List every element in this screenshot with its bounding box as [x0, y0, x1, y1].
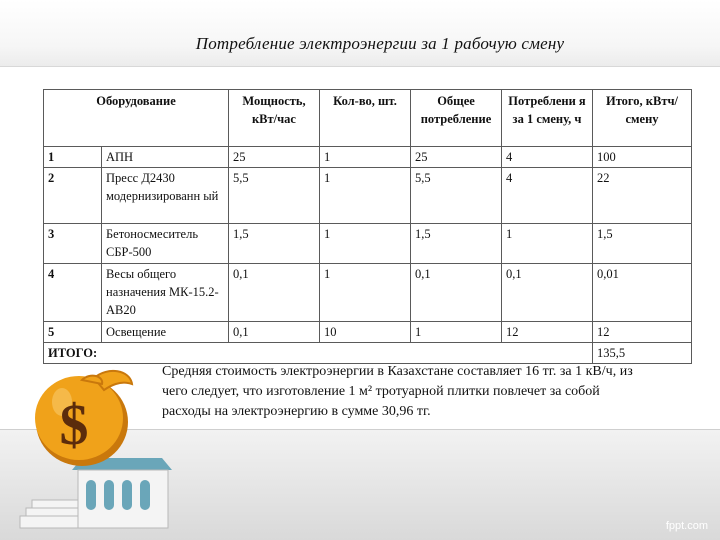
- equipment-name: Весы общего назначения МК-15.2-АВ20: [102, 264, 229, 322]
- quantity-value: 1: [320, 224, 411, 264]
- table-row: [44, 224, 692, 264]
- result-value: 22: [593, 168, 692, 224]
- brand-watermark: fppt.com: [665, 520, 708, 532]
- hours-value: 1: [502, 224, 593, 264]
- table-total-row: [44, 343, 692, 364]
- total-label: ИТОГО:: [44, 343, 593, 364]
- result-value: 12: [593, 322, 692, 343]
- money-bag-icon: [35, 371, 132, 466]
- table-header-row: [44, 90, 692, 147]
- quantity-value: 1: [320, 147, 411, 168]
- total-consumption-value: 1: [411, 322, 502, 343]
- header-power: Мощность, кВт/час: [229, 90, 320, 147]
- dollar-symbol: $: [59, 392, 89, 457]
- hours-value: 0,1: [502, 264, 593, 322]
- money-bag-bank-icon: [12, 362, 172, 537]
- total-consumption-value: 5,5: [411, 168, 502, 224]
- hours-value: 4: [502, 168, 593, 224]
- total-value: 135,5: [593, 343, 692, 364]
- hours-value: 4: [502, 147, 593, 168]
- table-row: [44, 322, 692, 343]
- header-total-consumption: Общее потребление: [411, 90, 502, 147]
- equipment-name: Бетоносмеситель СБР-500: [102, 224, 229, 264]
- quantity-value: 10: [320, 322, 411, 343]
- row-number: 3: [44, 224, 102, 264]
- cost-note: Средняя стоимость электроэнергии в Казахстане составляет 16 тг. за 1 кВ/ч, из чего следует, что изготовление 1 м² тротуарной плитки повлечет за собой расходы на электроэнергию в сумме 30,96 тг.: [162, 364, 633, 419]
- power-value: 25: [229, 147, 320, 168]
- result-value: 1,5: [593, 224, 692, 264]
- total-consumption-value: 1,5: [411, 224, 502, 264]
- power-value: 0,1: [229, 322, 320, 343]
- power-value: 5,5: [229, 168, 320, 224]
- equipment-name: Пресс Д2430 модернизированн ый: [102, 168, 229, 224]
- table-row: [44, 147, 692, 168]
- table-row: [44, 168, 692, 224]
- quantity-value: 1: [320, 264, 411, 322]
- equipment-name: Освещение: [102, 322, 229, 343]
- power-consumption-table: [43, 89, 692, 364]
- equipment-name: АПН: [102, 147, 229, 168]
- total-consumption-value: 0,1: [411, 264, 502, 322]
- table-row: [44, 264, 692, 322]
- row-number: 5: [44, 322, 102, 343]
- hours-value: 12: [502, 322, 593, 343]
- power-value: 1,5: [229, 224, 320, 264]
- header-kwh-per-shift: Итого, кВтч/смену: [593, 90, 692, 147]
- header-quantity: Кол-во, шт.: [320, 90, 411, 147]
- power-value: 0,1: [229, 264, 320, 322]
- quantity-value: 1: [320, 168, 411, 224]
- bank-building-icon: [20, 458, 172, 528]
- row-number: 2: [44, 168, 102, 224]
- result-value: 0,01: [593, 264, 692, 322]
- header-hours-per-shift: Потреблени я за 1 смену, ч: [502, 90, 593, 147]
- row-number: 4: [44, 264, 102, 322]
- total-consumption-value: 25: [411, 147, 502, 168]
- slide-title: Потребление электроэнергии за 1 рабочую смену: [195, 34, 565, 53]
- header-equipment: Оборудование: [44, 90, 229, 147]
- header-band: [0, 0, 720, 66]
- result-value: 100: [593, 147, 692, 168]
- row-number: 1: [44, 147, 102, 168]
- header-divider: [0, 66, 720, 67]
